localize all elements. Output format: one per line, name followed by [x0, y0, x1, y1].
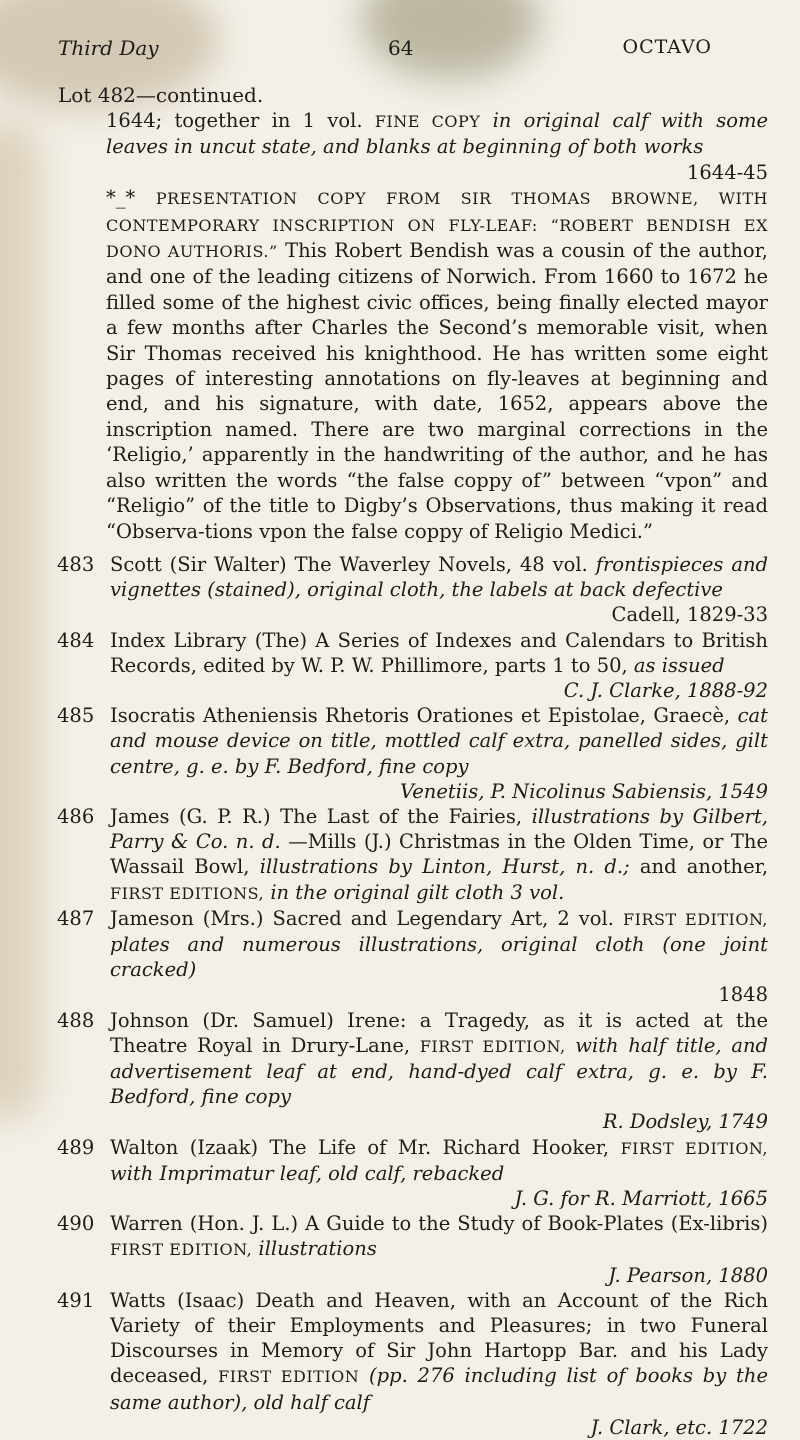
lot-number: 491: [57, 1288, 95, 1312]
lot-entry: 485 Isocratis Atheniensis Rhetoris Orationes et Epistolae, Graecè, cat and mouse device on title, mottled calf extra, panelled sides, gilt centre, g. e. by F. Bedford, fine copy Venetiis, P. Nicolinus Sabiensis, 1549: [57, 704, 768, 803]
lot-number: 488: [57, 1008, 95, 1032]
header-section-title: Third Day: [58, 36, 159, 60]
lot-number: 485: [57, 704, 95, 728]
lot-date: 1644-45: [686, 160, 768, 184]
header-page-number: 64: [388, 36, 414, 60]
lot-imprint: Venetiis, P. Nicolinus Sabiensis, 1549: [399, 779, 768, 803]
page-header: [58, 36, 760, 70]
continued-lot-title: Lot 482—continued.: [58, 83, 264, 107]
lot-entry: 486 James (G. P. R.) The Last of the Fairies, illustrations by Gilbert, Parry & Co. n. d. —Mills (J.) Christmas in the Olden Time, or The Wassail Bowl, illustrations by Linton, Hurst, n. d.; and another, FIRST EDITIONS, in the original gilt cloth 3 vol.: [57, 804, 769, 904]
lot-entry: 489 Walton (Izaak) The Life of Mr. Richard Hooker, FIRST EDITION, with Imprimatur leaf, old calf, rebacked J. G. for R. Marriott, 1665: [57, 1135, 768, 1210]
lot-number: 483: [57, 552, 95, 576]
lot-number: 489: [57, 1135, 95, 1159]
lot-imprint: J. G. for R. Marriott, 1665: [514, 1186, 768, 1210]
lot-entry: 483 Scott (Sir Walter) The Waverley Novels, 48 vol. frontispieces and vignettes (stained), original cloth, the labels at back defective Cadell, 1829-33: [57, 552, 768, 627]
lot-list: [0, 82, 800, 1440]
lot-entry: 490 Warren (Hon. J. L.) A Guide to the Study of Book-Plates (Ex-libris) FIRST EDITION, illustrations J. Pearson, 1880: [57, 1212, 768, 1287]
star-mark: *_*: [106, 186, 136, 210]
lot-number: 484: [57, 628, 95, 652]
lot-imprint: J. Clark, etc. 1722: [590, 1415, 768, 1439]
lot-imprint: R. Dodsley, 1749: [602, 1110, 768, 1134]
lot-number: 486: [57, 804, 95, 828]
lot-entry: 488 Johnson (Dr. Samuel) Irene: a Tragedy, as it is acted at the Theatre Royal in Drury-Lane, FIRST EDITION, with half title, and advertisement leaf at end, hand-dyed calf extra, g. e. by F. Bedford, fine copy R. Dodsley, 1749: [57, 1008, 769, 1134]
header-format: OCTAVO: [622, 36, 712, 58]
lot-imprint: J. Pearson, 1880: [608, 1263, 768, 1287]
lot-entry: 484 Index Library (The) A Series of Indexes and Calendars to British Records, edited by W. P. W. Phillimore, parts 1 to 50, as issued C. J. Clarke, 1888-92: [57, 628, 768, 702]
lot-entry: 491 Watts (Isaac) Death and Heaven, with an Account of the Rich Variety of their Employments and Pleasures; in two Funeral Discourses in Memory of Sir John Hartopp Bar. and his Lady deceased, FIRST EDITION (pp. 276 including list of books by the same author), old half calf J. Clark, etc. 1722: [57, 1288, 768, 1439]
lot-number: 490: [57, 1212, 95, 1236]
lot-imprint: C. J. Clarke, 1888-92: [563, 678, 768, 702]
lot-imprint: Cadell, 1829-33: [611, 603, 768, 627]
lot-imprint: 1848: [718, 983, 768, 1007]
lot-number: 487: [57, 906, 95, 930]
lot-entry: 487 Jameson (Mrs.) Sacred and Legendary Art, 2 vol. FIRST EDITION, plates and numerous illustrations, original cloth (one joint cracked) 1848: [57, 906, 769, 1007]
continued-lot-body: 1644; together in 1 vol. FINE COPY in original calf with some leaves in uncut state, and blanks at beginning of both works 1644-45 *_* PRESENTATION COPY FROM SIR THOMAS BROWNE, WITH CONTEMPORARY INSCRIPTION ON FLY-LEAF: “ROBERT BENDISH EX DONO AUTHORIS.” This Robert Bendish was a cousin of the author, and one of the leading citizens of Norwich. From 1660 to 1672 he filled some of the highest civic offices, being finally elected mayor a few months after Charles the Second’s memorable visit, when Sir Thomas received his knighthood. He has written some eight pages of interesting annotations on fly-leaves at beginning and end, and his signature, with date, 1652, appears above the inscription named. There are two marginal corrections in the ‘Religio,’ apparently in the handwriting of the author, and he has also written the words “the false coppy of” between “vpon” and “Religio” of the title to Digby’s Observations, thus making it read “Observa-tions vpon the false coppy of Religio Medici.”: [106, 109, 769, 543]
